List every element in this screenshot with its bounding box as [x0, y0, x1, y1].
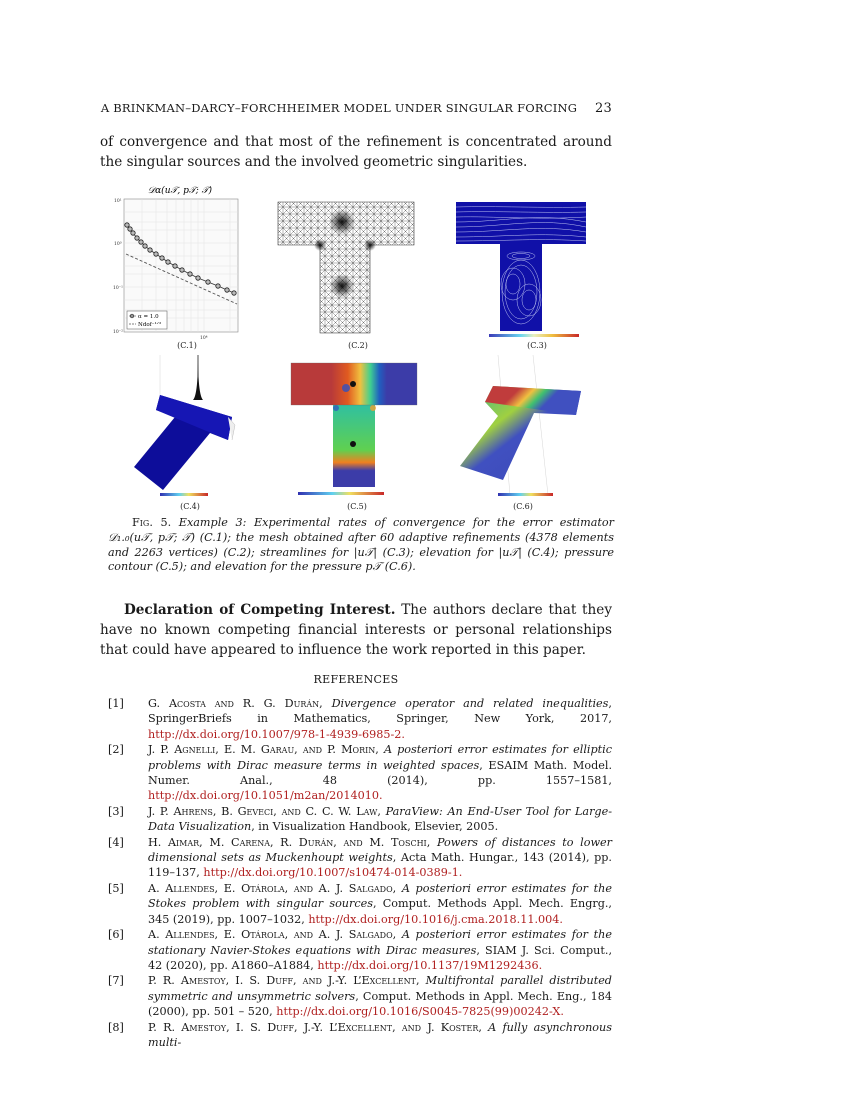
reference-number: [8] [108, 1020, 124, 1034]
figure-panel-c4 [120, 355, 240, 500]
reference-details: , SIAM J. Sci. Comput., 42 (2020), pp. A1860–A1884, [148, 943, 612, 972]
reference-details: , SpringerBriefs in Mathematics, Springer, New York, 2017, [148, 697, 612, 726]
declaration-paragraph [100, 600, 612, 660]
svg-text:10¹: 10¹ [114, 199, 122, 204]
figure-panel-c6 [458, 355, 583, 500]
figure-caption [108, 516, 614, 575]
reference-item: [4] H. Aimar, M. Carena, R. Durán, and M. Toschi, Powers of distances to lower dimensional sets as Muckenhoupt weights, Acta Math. Hungar., 143 (2014), pp. 119–137, http://dx.doi.org/10.1007/s10474-014-0389-1. [108, 835, 613, 880]
reference-authors: P. R. Amestoy, I. S. Duff, and J.-Y. L’Excellent [148, 974, 416, 988]
reference-title: Multifrontal parallel distributed symmetric and unsymmetric solvers [148, 974, 612, 1003]
reference-authors: A. Allendes, E. Otárola, and A. J. Salgado [148, 928, 393, 942]
pressure-contour-figure [290, 362, 420, 497]
reference-item: [7] P. R. Amestoy, I. S. Duff, and J.-Y. L’Excellent, Multifrontal parallel distributed symmetric and unsymmetric solvers, Comput. Methods in Appl. Mech. Eng., 184 (2000), pp. 501 – 520, http://dx.doi.org/10.1016/S0045-7825(99)00242-X. [108, 974, 613, 1019]
figure-panel-c5 [290, 362, 420, 497]
reference-item: [6] A. Allendes, E. Otárola, and A. J. Salgado, A posteriori error estimates for the stationary Navier-Stokes equations with Dirac measures, SIAM J. Sci. Comput., 42 (2020), pp. A1860–A1884, http://dx.doi.org/10.1137/19M1292436. [108, 928, 612, 972]
svg-text:10⁴: 10⁴ [200, 336, 208, 341]
panel-label-c4: (C.4) [180, 502, 200, 511]
velocity-elevation-figure [120, 355, 240, 500]
figure-caption-prefix: Fig. 5. [132, 516, 172, 529]
svg-text:10⁻²: 10⁻² [113, 330, 123, 335]
reference-title: ParaView: An End-User Tool for Large-Data Visualization [148, 804, 612, 834]
reference-link[interactable]: http://dx.doi.org/10.1137/19M1292436. [317, 958, 543, 972]
svg-text:Ndof⁻¹ᐟ²: Ndof⁻¹ᐟ² [138, 322, 162, 328]
reference-number: [4] [108, 835, 124, 849]
reference-link[interactable]: http://dx.doi.org/10.1016/j.cma.2018.11.004. [308, 912, 563, 926]
reference-title: Divergence operator and related inequalities [331, 697, 609, 710]
reference-details: , Comput. Methods Appl. Mech. Engrg., 345 (2019), pp. 1007–1032, [148, 897, 612, 926]
reference-authors: J. P. Ahrens, B. Geveci, and C. C. W. Law [148, 804, 378, 818]
reference-authors: A. Allendes, E. Otárola, and A. J. Salgado [148, 881, 393, 895]
reference-item: [3] J. P. Ahrens, B. Geveci, and C. C. W. Law, ParaView: An End-User Tool for Large-Data Visualization, in Visualization Handbook, Elsevier, 2005. [108, 804, 612, 834]
panel-label-c3: (C.3) [527, 341, 547, 350]
panel-label-c1: (C.1) [177, 341, 197, 350]
reference-number: [5] [108, 881, 124, 895]
reference-authors: G. Acosta and R. G. Durán [148, 697, 320, 710]
reference-details: , in Visualization Handbook, Elsevier, 2005. [251, 820, 499, 834]
reference-number: [6] [108, 928, 124, 942]
pressure-elevation-figure [458, 355, 583, 500]
reference-details: , ESAIM Math. Model. Numer. Anal., 48 (2014), pp. 1557–1581, [148, 758, 612, 788]
reference-link[interactable]: http://dx.doi.org/10.1007/978-1-4939-6985-2. [148, 727, 405, 741]
reference-item: [5] A. Allendes, E. Otárola, and A. J. Salgado, A posteriori error estimates for the Stokes problem with singular sources, Comput. Methods Appl. Mech. Engrg., 345 (2019), pp. 1007–1032, http://dx.doi.org/10.1016/j.cma.2018.11.004. [108, 881, 612, 926]
reference-number: [2] [108, 743, 124, 757]
intro-paragraph: of convergence and that most of the refinement is concentrated around the singular sources and the involved geometric singularities. [100, 134, 612, 170]
declaration-text: The authors declare that they have no known competing financial interests or personal relationships that could have appeared to influence the work reported in this paper. [100, 602, 612, 658]
reference-title: Powers of distances to lower dimensional sets as Muckenhoupt weights [148, 835, 613, 865]
reference-item: [1] G. Acosta and R. G. Durán, Divergence operator and related inequalities, SpringerBriefs in Mathematics, Springer, New York, 2017, http://dx.doi.org/10.1007/978-1-4939-6985-2. [108, 697, 612, 741]
declaration-heading: Declaration of Competing Interest. [124, 602, 396, 618]
figure-panel-c1 [112, 182, 242, 342]
reference-details: , Acta Math. Hungar., 143 (2014), pp. 119–137, [148, 851, 612, 880]
figure-panel-c3 [455, 200, 600, 340]
streamlines-figure [455, 200, 600, 340]
convergence-chart [112, 182, 242, 342]
figure-caption-text: Example 3: Experimental rates of convergence for the error estimator 𝒟₁.₀(u𝒯, p𝒯; 𝒯) (C.1); the mesh obtained after 60 adaptive refinements (4378 elements and 2263 vertices) (C.2); streamlines for |u𝒯| (C.3); elevation for |u𝒯| (C.4); pressure contour (C.5); and elevation for the pressure p𝒯 (C.6). [108, 516, 614, 574]
svg-text:10⁻¹: 10⁻¹ [113, 286, 123, 291]
reference-link[interactable]: http://dx.doi.org/10.1016/S0045-7825(99)00242-X. [276, 1005, 564, 1019]
reference-authors: P. R. Amestoy, I. S. Duff, J.-Y. L’Excellent, and J. Koster [148, 1020, 479, 1034]
svg-text:10⁰: 10⁰ [114, 242, 122, 247]
reference-authors: J. P. Agnelli, E. M. Garau, and P. Morin [148, 743, 376, 757]
panel-label-c5: (C.5) [347, 502, 367, 511]
reference-number: [3] [108, 804, 124, 818]
svg-text:α = 1.0: α = 1.0 [138, 314, 159, 320]
panel-label-c2: (C.2) [348, 341, 368, 350]
running-header [100, 101, 612, 116]
reference-details: , Comput. Methods in Appl. Mech. Eng., 184 (2000), pp. 501 – 520, [148, 989, 613, 1019]
svg-text:𝒟α(u𝒯, p𝒯; 𝒯): 𝒟α(u𝒯, p𝒯; 𝒯) [147, 186, 213, 196]
references-list [100, 696, 612, 1050]
reference-item: [8] P. R. Amestoy, I. S. Duff, J.-Y. L’Excellent, and J. Koster, A fully asynchronous multi- [108, 1020, 612, 1049]
page-number: 23 [595, 101, 612, 116]
reference-title: A fully asynchronous multi- [148, 1020, 612, 1049]
running-title: A BRINKMAN–DARCY–FORCHHEIMER MODEL UNDER SINGULAR FORCING [100, 101, 578, 115]
reference-link[interactable]: http://dx.doi.org/10.1051/m2an/2014010. [148, 789, 383, 803]
chart-legend [127, 311, 167, 329]
reference-title: A posteriori error estimates for the stationary Navier-Stokes equations with Dirac measures [148, 928, 612, 957]
reference-number: [1] [108, 697, 124, 710]
panel-label-c6: (C.6) [513, 502, 533, 511]
mesh-figure [276, 200, 416, 335]
reference-number: [7] [108, 974, 124, 988]
references-heading: REFERENCES [313, 673, 399, 686]
reference-item: [2] J. P. Agnelli, E. M. Garau, and P. Morin, A posteriori error estimates for elliptic problems with Dirac measure terms in weighted spaces, ESAIM Math. Model. Numer. Anal., 48 (2014), pp. 1557–1581, http://dx.doi.org/10.1051/m2an/2014010. [108, 743, 612, 803]
reference-authors: H. Aimar, M. Carena, R. Durán, and M. Toschi [148, 835, 427, 849]
reference-title: A posteriori error estimates for elliptic problems with Dirac measure terms in weighted spaces [148, 743, 612, 772]
reference-link[interactable]: http://dx.doi.org/10.1007/s10474-014-0389-1. [203, 866, 463, 880]
reference-title: A posteriori error estimates for the Stokes problem with singular sources [148, 881, 612, 911]
figure-panel-c2 [276, 200, 416, 335]
